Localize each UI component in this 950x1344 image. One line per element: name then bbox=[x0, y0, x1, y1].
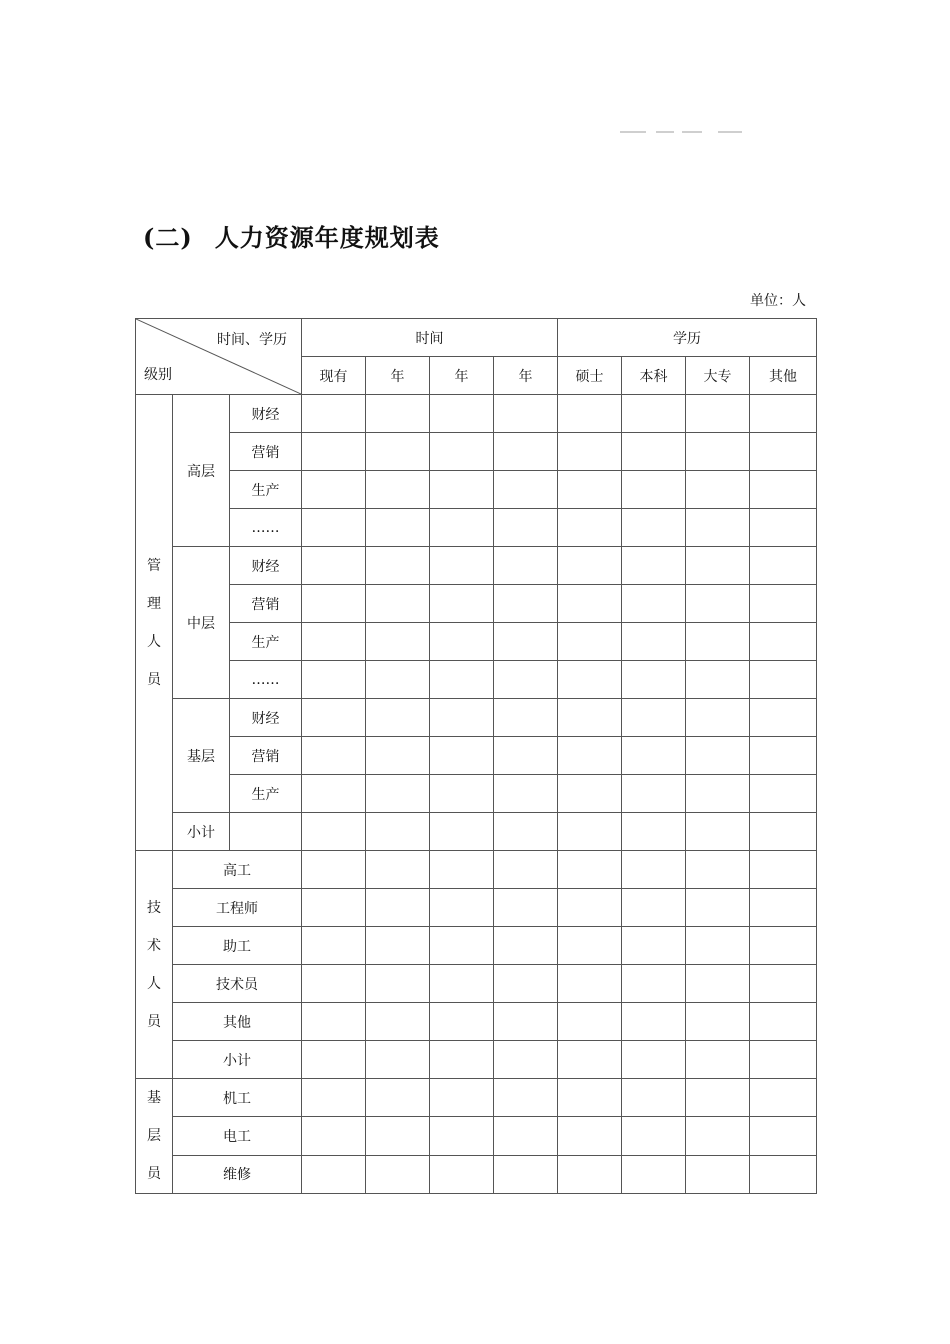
category-label: 机工 bbox=[173, 1079, 302, 1117]
data-cell[interactable] bbox=[430, 661, 494, 699]
category-label: 生产 bbox=[230, 775, 302, 813]
data-cell[interactable] bbox=[366, 1003, 430, 1041]
data-cell[interactable] bbox=[366, 699, 430, 737]
data-cell[interactable] bbox=[622, 813, 686, 851]
table-row bbox=[136, 775, 817, 813]
data-cell[interactable] bbox=[622, 927, 686, 965]
data-cell[interactable] bbox=[622, 889, 686, 927]
table-row bbox=[136, 699, 817, 737]
category-label: 工程师 bbox=[173, 889, 302, 927]
data-cell[interactable] bbox=[622, 509, 686, 547]
category-label: 营销 bbox=[230, 433, 302, 471]
group-label-management bbox=[136, 395, 173, 851]
data-cell[interactable] bbox=[686, 699, 750, 737]
header-row-groups bbox=[136, 319, 817, 357]
data-cell[interactable] bbox=[366, 1041, 430, 1079]
data-cell[interactable] bbox=[494, 1079, 558, 1117]
data-cell[interactable] bbox=[686, 813, 750, 851]
data-cell[interactable] bbox=[430, 471, 494, 509]
data-cell[interactable] bbox=[686, 1079, 750, 1117]
section-title: 人力资源年度规划表 bbox=[214, 223, 440, 252]
group-label-char: 理 bbox=[147, 595, 161, 612]
data-cell[interactable] bbox=[430, 699, 494, 737]
data-cell[interactable] bbox=[302, 623, 366, 661]
data-cell[interactable] bbox=[750, 813, 817, 851]
data-cell[interactable] bbox=[558, 775, 622, 813]
data-cell[interactable] bbox=[558, 699, 622, 737]
data-cell[interactable] bbox=[558, 547, 622, 585]
data-cell[interactable] bbox=[558, 1041, 622, 1079]
data-cell[interactable] bbox=[558, 433, 622, 471]
data-cell[interactable] bbox=[494, 1155, 558, 1193]
group-label-workers bbox=[136, 1079, 173, 1194]
data-cell[interactable] bbox=[686, 1117, 750, 1155]
data-cell[interactable] bbox=[494, 1117, 558, 1155]
data-cell[interactable] bbox=[494, 813, 558, 851]
category-label: 生产 bbox=[230, 623, 302, 661]
level-label-base: 基层 bbox=[173, 699, 230, 813]
data-cell[interactable] bbox=[558, 395, 622, 433]
data-cell[interactable] bbox=[686, 1155, 750, 1193]
data-cell[interactable] bbox=[622, 661, 686, 699]
corner-bottom-label: 级别 bbox=[144, 367, 172, 383]
group-label-char: 人 bbox=[147, 633, 161, 650]
category-label: 电工 bbox=[173, 1117, 302, 1155]
data-cell[interactable] bbox=[430, 585, 494, 623]
table-row bbox=[136, 927, 817, 965]
data-cell[interactable] bbox=[750, 699, 817, 737]
data-cell[interactable] bbox=[430, 1079, 494, 1117]
data-cell[interactable] bbox=[302, 1079, 366, 1117]
data-cell[interactable] bbox=[366, 1117, 430, 1155]
data-cell[interactable] bbox=[494, 395, 558, 433]
data-cell[interactable] bbox=[622, 775, 686, 813]
group-label-char: 人 bbox=[147, 975, 161, 992]
data-cell[interactable] bbox=[494, 1003, 558, 1041]
data-cell[interactable] bbox=[558, 585, 622, 623]
data-cell[interactable] bbox=[302, 737, 366, 775]
category-label: 高工 bbox=[173, 851, 302, 889]
data-cell[interactable] bbox=[622, 1041, 686, 1079]
data-cell[interactable] bbox=[558, 1155, 622, 1193]
data-cell[interactable] bbox=[430, 547, 494, 585]
data-cell[interactable] bbox=[302, 395, 366, 433]
category-label: 财经 bbox=[230, 699, 302, 737]
data-cell[interactable] bbox=[430, 623, 494, 661]
column-header-time: 年 bbox=[494, 357, 558, 395]
data-cell[interactable] bbox=[558, 1117, 622, 1155]
data-cell[interactable] bbox=[622, 851, 686, 889]
category-label: 小计 bbox=[173, 1041, 302, 1079]
column-header-education: 硕士 bbox=[558, 357, 622, 395]
data-cell[interactable] bbox=[430, 509, 494, 547]
data-cell[interactable] bbox=[686, 965, 750, 1003]
group-label-char: 基 bbox=[147, 1090, 161, 1106]
data-cell[interactable] bbox=[494, 471, 558, 509]
data-cell[interactable] bbox=[558, 1003, 622, 1041]
column-header-education: 大专 bbox=[686, 357, 750, 395]
data-cell[interactable] bbox=[494, 737, 558, 775]
data-cell[interactable] bbox=[686, 927, 750, 965]
group-header-time: 时间 bbox=[302, 319, 558, 357]
data-cell[interactable] bbox=[366, 395, 430, 433]
data-cell[interactable] bbox=[686, 585, 750, 623]
data-cell[interactable] bbox=[622, 965, 686, 1003]
table-row bbox=[136, 471, 817, 509]
data-cell[interactable] bbox=[430, 1041, 494, 1079]
group-label-char: 技 bbox=[147, 899, 161, 916]
data-cell[interactable] bbox=[366, 851, 430, 889]
data-cell[interactable] bbox=[366, 1079, 430, 1117]
data-cell[interactable] bbox=[750, 623, 817, 661]
data-cell[interactable] bbox=[622, 1079, 686, 1117]
data-cell[interactable] bbox=[558, 889, 622, 927]
data-cell[interactable] bbox=[302, 1155, 366, 1193]
data-cell[interactable] bbox=[750, 1003, 817, 1041]
table-row bbox=[136, 965, 817, 1003]
data-cell[interactable] bbox=[686, 433, 750, 471]
data-cell[interactable] bbox=[750, 661, 817, 699]
data-cell[interactable] bbox=[302, 585, 366, 623]
data-cell[interactable] bbox=[558, 927, 622, 965]
data-cell[interactable] bbox=[430, 395, 494, 433]
data-cell[interactable] bbox=[622, 585, 686, 623]
data-cell[interactable] bbox=[622, 1003, 686, 1041]
data-cell[interactable] bbox=[622, 1155, 686, 1193]
planning-table bbox=[135, 318, 817, 1194]
data-cell[interactable] bbox=[366, 661, 430, 699]
data-cell[interactable] bbox=[622, 471, 686, 509]
table-row bbox=[136, 661, 817, 699]
data-cell[interactable] bbox=[302, 1003, 366, 1041]
table-row bbox=[136, 1155, 817, 1193]
data-cell[interactable] bbox=[750, 433, 817, 471]
data-cell[interactable] bbox=[686, 661, 750, 699]
data-cell[interactable] bbox=[686, 775, 750, 813]
group-label-char: 员 bbox=[147, 1013, 161, 1030]
data-cell[interactable] bbox=[302, 1117, 366, 1155]
table-row bbox=[136, 1041, 817, 1079]
group-label-technical bbox=[136, 851, 173, 1079]
table-row bbox=[136, 623, 817, 661]
table-row bbox=[136, 889, 817, 927]
column-header-education: 本科 bbox=[622, 357, 686, 395]
column-header-time: 现有 bbox=[302, 357, 366, 395]
data-cell[interactable] bbox=[686, 1003, 750, 1041]
data-cell[interactable] bbox=[366, 813, 430, 851]
section-number: (二) bbox=[143, 223, 193, 252]
data-cell[interactable] bbox=[430, 1003, 494, 1041]
table-row bbox=[136, 547, 817, 585]
data-cell[interactable] bbox=[366, 547, 430, 585]
data-cell[interactable] bbox=[622, 433, 686, 471]
data-cell[interactable] bbox=[302, 547, 366, 585]
data-cell[interactable] bbox=[494, 889, 558, 927]
data-cell[interactable] bbox=[750, 1117, 817, 1155]
data-cell[interactable] bbox=[494, 547, 558, 585]
level-label-senior: 高层 bbox=[173, 395, 230, 547]
data-cell[interactable] bbox=[366, 927, 430, 965]
group-label-char: 术 bbox=[147, 937, 161, 954]
data-cell[interactable] bbox=[750, 585, 817, 623]
data-cell[interactable] bbox=[366, 889, 430, 927]
data-cell[interactable] bbox=[750, 851, 817, 889]
data-cell[interactable] bbox=[494, 927, 558, 965]
data-cell[interactable] bbox=[750, 509, 817, 547]
group-label-char: 层 bbox=[147, 1128, 161, 1144]
corner-header-cell bbox=[136, 319, 302, 395]
data-cell[interactable] bbox=[366, 509, 430, 547]
data-cell[interactable] bbox=[430, 889, 494, 927]
table-row bbox=[136, 1003, 817, 1041]
data-cell[interactable] bbox=[430, 737, 494, 775]
data-cell[interactable] bbox=[366, 471, 430, 509]
data-cell[interactable] bbox=[750, 395, 817, 433]
data-cell[interactable] bbox=[686, 737, 750, 775]
data-cell[interactable] bbox=[750, 889, 817, 927]
data-cell[interactable] bbox=[750, 547, 817, 585]
data-cell[interactable] bbox=[302, 927, 366, 965]
category-label: 维修 bbox=[173, 1155, 302, 1193]
data-cell[interactable] bbox=[302, 433, 366, 471]
data-cell[interactable] bbox=[494, 661, 558, 699]
data-cell[interactable] bbox=[558, 1079, 622, 1117]
group-label-char: 员 bbox=[147, 1166, 161, 1182]
category-label: 财经 bbox=[230, 547, 302, 585]
data-cell[interactable] bbox=[494, 433, 558, 471]
data-cell[interactable] bbox=[494, 851, 558, 889]
category-label: …… bbox=[230, 509, 302, 547]
category-label: 其他 bbox=[173, 1003, 302, 1041]
table-row bbox=[136, 1117, 817, 1155]
data-cell[interactable] bbox=[366, 1155, 430, 1193]
column-header-time: 年 bbox=[430, 357, 494, 395]
data-cell[interactable] bbox=[750, 1079, 817, 1117]
data-cell[interactable] bbox=[366, 433, 430, 471]
header-decoration bbox=[620, 125, 744, 137]
data-cell[interactable] bbox=[302, 699, 366, 737]
data-cell[interactable] bbox=[494, 775, 558, 813]
data-cell[interactable] bbox=[494, 965, 558, 1003]
data-cell[interactable] bbox=[558, 471, 622, 509]
data-cell[interactable] bbox=[686, 623, 750, 661]
data-cell[interactable] bbox=[686, 509, 750, 547]
group-header-education: 学历 bbox=[558, 319, 817, 357]
data-cell[interactable] bbox=[750, 1155, 817, 1193]
data-cell[interactable] bbox=[750, 737, 817, 775]
data-cell[interactable] bbox=[430, 1155, 494, 1193]
data-cell[interactable] bbox=[686, 1041, 750, 1079]
data-cell[interactable] bbox=[558, 737, 622, 775]
data-cell[interactable] bbox=[622, 737, 686, 775]
data-cell[interactable] bbox=[430, 813, 494, 851]
data-cell[interactable] bbox=[302, 813, 366, 851]
subtotal-label: 小计 bbox=[173, 813, 230, 851]
category-label: 营销 bbox=[230, 737, 302, 775]
data-cell[interactable] bbox=[686, 395, 750, 433]
column-header-education: 其他 bbox=[750, 357, 817, 395]
table-row bbox=[136, 395, 817, 433]
table-row bbox=[136, 737, 817, 775]
table-body bbox=[136, 319, 817, 1194]
category-label: 技术员 bbox=[173, 965, 302, 1003]
data-cell[interactable] bbox=[430, 851, 494, 889]
data-cell[interactable] bbox=[558, 623, 622, 661]
data-cell[interactable] bbox=[622, 699, 686, 737]
data-cell[interactable] bbox=[558, 509, 622, 547]
data-cell[interactable] bbox=[302, 661, 366, 699]
column-header-time: 年 bbox=[366, 357, 430, 395]
category-label: 财经 bbox=[230, 395, 302, 433]
data-cell[interactable] bbox=[686, 547, 750, 585]
data-cell[interactable] bbox=[366, 737, 430, 775]
data-cell[interactable] bbox=[366, 623, 430, 661]
page-title bbox=[143, 218, 440, 253]
data-cell[interactable] bbox=[750, 775, 817, 813]
data-cell[interactable] bbox=[494, 1041, 558, 1079]
unit-label: 单位：人 bbox=[750, 293, 806, 309]
data-cell[interactable] bbox=[366, 775, 430, 813]
table-row bbox=[136, 851, 817, 889]
corner-top-label: 时间、学历 bbox=[217, 332, 288, 348]
data-cell[interactable] bbox=[494, 699, 558, 737]
table-row bbox=[136, 509, 817, 547]
data-cell[interactable] bbox=[430, 775, 494, 813]
data-cell[interactable] bbox=[302, 471, 366, 509]
data-cell[interactable] bbox=[302, 509, 366, 547]
subtotal-blank-cell bbox=[230, 813, 302, 851]
table-row bbox=[136, 433, 817, 471]
category-label: 营销 bbox=[230, 585, 302, 623]
data-cell[interactable] bbox=[430, 927, 494, 965]
data-cell[interactable] bbox=[302, 775, 366, 813]
data-cell[interactable] bbox=[622, 395, 686, 433]
category-label: …… bbox=[230, 661, 302, 699]
data-cell[interactable] bbox=[302, 1041, 366, 1079]
data-cell[interactable] bbox=[302, 889, 366, 927]
data-cell[interactable] bbox=[622, 623, 686, 661]
data-cell[interactable] bbox=[558, 851, 622, 889]
data-cell[interactable] bbox=[430, 1117, 494, 1155]
group-label-char: 管 bbox=[147, 557, 161, 574]
data-cell[interactable] bbox=[494, 585, 558, 623]
data-cell[interactable] bbox=[558, 661, 622, 699]
table-row-subtotal bbox=[136, 813, 817, 851]
category-label: 生产 bbox=[230, 471, 302, 509]
data-cell[interactable] bbox=[686, 851, 750, 889]
data-cell[interactable] bbox=[366, 585, 430, 623]
data-cell[interactable] bbox=[430, 433, 494, 471]
data-cell[interactable] bbox=[430, 965, 494, 1003]
data-cell[interactable] bbox=[686, 889, 750, 927]
data-cell[interactable] bbox=[494, 509, 558, 547]
data-cell[interactable] bbox=[558, 813, 622, 851]
data-cell[interactable] bbox=[302, 965, 366, 1003]
data-cell[interactable] bbox=[750, 927, 817, 965]
data-cell[interactable] bbox=[494, 623, 558, 661]
data-cell[interactable] bbox=[622, 547, 686, 585]
data-cell[interactable] bbox=[366, 965, 430, 1003]
data-cell[interactable] bbox=[750, 471, 817, 509]
data-cell[interactable] bbox=[622, 1117, 686, 1155]
table-row bbox=[136, 1079, 817, 1117]
table-row bbox=[136, 585, 817, 623]
data-cell[interactable] bbox=[750, 1041, 817, 1079]
category-label: 助工 bbox=[173, 927, 302, 965]
data-cell[interactable] bbox=[558, 965, 622, 1003]
level-label-middle: 中层 bbox=[173, 547, 230, 699]
group-label-char: 员 bbox=[147, 671, 161, 688]
data-cell[interactable] bbox=[686, 471, 750, 509]
data-cell[interactable] bbox=[302, 851, 366, 889]
data-cell[interactable] bbox=[750, 965, 817, 1003]
